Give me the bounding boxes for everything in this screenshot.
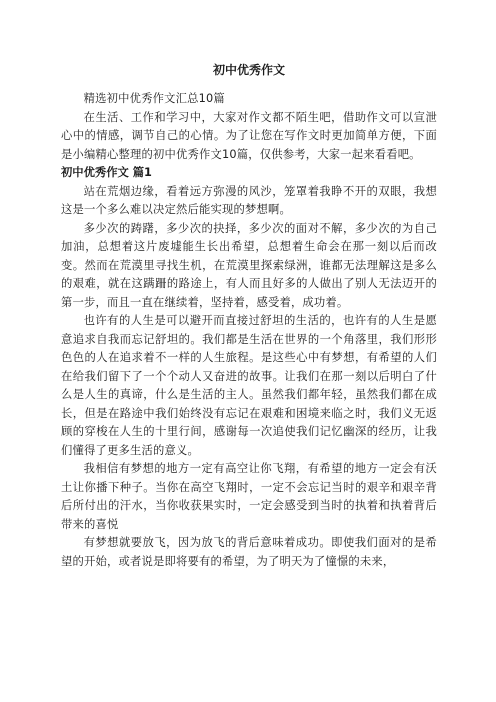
paragraph: 我相信有梦想的地方一定有高空让你飞翔，有希望的地方一定会有沃土让你播下种子。当你在高空飞翔时，一定不会忘记当时的艰辛和艰辛背后所付出的汗水，当你收获果实时，一定会感受到当时的执着和执着背后带来的喜悦	[61, 462, 437, 531]
section-heading: 初中优秀作文 篇1	[61, 166, 152, 179]
document-body	[61, 90, 437, 571]
paragraph: 有梦想就要放飞，因为放飞的背后意味着成功。即使我们面对的是希望的开始，或者说是即将要有的希望，为了明天为了憧憬的未来，	[61, 536, 437, 568]
paragraph: 站在荒烟边缘，看着远方弥漫的风沙，笼罩着我睁不开的双眼，我想这是一个多么难以决定然后能实现的梦想啊。	[61, 184, 437, 216]
paragraph: 精选初中优秀作文汇总10篇	[83, 92, 225, 105]
paragraph: 多少次的踌躇，多少次的抉择，多少次的面对不解，多少次的为自己加油，总想着这片废墟能生长出希望，总想着生命会在那一刻以后而改变。然而在荒漠里寻找生机，在荒漠里探索绿洲，谁都无法理解这是多么的艰难，就在这蹒跚的路途上，有人而且好多的人做出了别人无法迈开的第一步，而且一直在继续着，坚持着，感受着，成功着。	[61, 221, 437, 309]
paragraph: 在生活、工作和学习中，大家对作文都不陌生吧，借助作文可以宣泄心中的情感，调节自己的心情。为了让您在写作文时更加简单方便，下面是小编精心整理的初中优秀作文10篇，仅供参考，大家一起来看看吧。	[61, 110, 437, 161]
document-title: 初中优秀作文	[212, 63, 285, 77]
paragraph: 也许有的人生是可以避开而直接过舒坦的生活的，也许有的人生是愿意追求自我而忘记舒坦的。我们都是生活在世界的一个角落里，我们形形色色的人在追求着不一样的人生旅程。是这些心中有梦想，有希望的人们在给我们留下了一个个动人又奋进的故事。让我们在那一刻以后明白了什么是人生的真谛，什么是生活的主人。虽然我们都年轻，虽然我们都在成长，但是在路途中我们始终没有忘记在艰难和困境来临之时，我们义无返顾的穿梭在人生的十里行间，感谢每一次追使我们记忆幽深的经历，让我们懂得了更多生活的意义。	[61, 314, 437, 457]
